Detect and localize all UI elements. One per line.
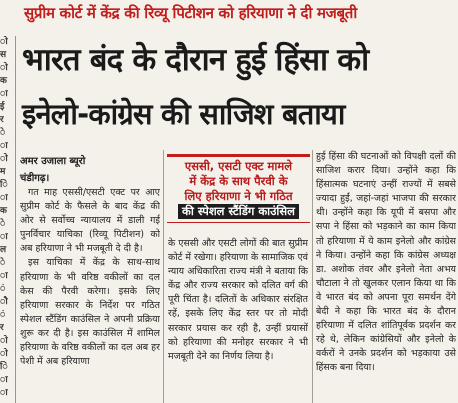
column-rule (163, 150, 164, 403)
gutter-fragment: ो (0, 154, 8, 164)
gutter-fragment: र (0, 115, 4, 125)
gutter-fragment: ं (0, 284, 6, 294)
gutter-fragment: ो (0, 336, 8, 346)
adjacent-column-fragment (0, 36, 16, 403)
gutter-fragment: र (0, 323, 4, 333)
gutter-fragment: ा (0, 232, 8, 242)
subheadline-box (167, 154, 310, 223)
gutter-fragment: क (0, 206, 7, 216)
gutter-fragment: ो (0, 37, 8, 47)
paragraph: इस याचिका में केंद्र के साथ-साथ हरियाणा के भी वरिष्ठ वकीलों का दल केस की पैरवी करेगा। इसके लिए हरियाणा सरकार के निर्देश पर गठित स्पेशल स्टैंडिंग काउंसिल ने अपनी प्रक्रिया शुरू कर दी है। इस काउंसिल में शामिल हरियाणा के वरिष्ठ वकीलों का दल अब हर पेशी में अब हरियाणा (20, 257, 160, 368)
gutter-fragment: ा (0, 141, 8, 151)
byline: अमर उजाला ब्यूरो (20, 156, 86, 167)
headline-line-1: भारत बंद के दौरान हुई हिंसा को (22, 42, 369, 78)
gutter-fragment: क (0, 76, 7, 86)
paragraph: के एससी और एसटी लोगों की बात सुप्रीम कोर्ट में रखेगा। हरियाणा के सामाजिक एवं न्याय अधिकारिता राज्य मंत्री ने बताया कि केंद्र और राज्य सरकार को दलित वर्ग की पूरी चिंता है। दलितों के अधिकार संरक्षित रहें, इसके लिए केंद्र स्तर पर तो मोदी सरकार प्रयास कर रही है, उन्हीं प्रयासों को हरियाणा की मनोहर सरकार ने भी मजबूती देने का निर्णय लिया है। (168, 238, 308, 362)
gutter-fragment: ि (0, 362, 8, 372)
gutter-fragment: े (0, 219, 6, 229)
gutter-fragment: ा (0, 271, 8, 281)
gutter-fragment: ि (0, 180, 8, 190)
gutter-fragment: ा (0, 375, 8, 385)
subheadline-line: की स्पेशल स्टैंडिंग काउंसिल (178, 204, 299, 219)
gutter-fragment: े (0, 258, 6, 268)
subheadline-line: एससी, एसटी एक्ट मामले (184, 159, 293, 173)
paragraph: गत माह एससी/एसटी एक्ट पर आए सुप्रीम कोर्ट के फैसले के बाद केंद्र की ओर से सर्वोच्च न्यायालय में डाली गई पुनर्विचार याचिका (रिव्यू पिटीशन) को अब हरियाणा ने भी मजबूती दे दी है। (20, 187, 160, 255)
headline-line-2: इनेलो-कांग्रेस की साजिश बताया (22, 97, 345, 131)
gutter-fragment: ल (0, 245, 7, 255)
column-rule (312, 150, 313, 403)
gutter-fragment: स (0, 50, 7, 60)
subheadline-line: में केंद्र के साथ पैरवी के (189, 174, 288, 188)
gutter-fragment: ा (0, 193, 8, 203)
kicker-headline: सुप्रीम कोर्ट में केंद्र की रिव्यू पिटीशन को हरियाणा ने दी मजबूती (24, 4, 357, 22)
gutter-fragment: ं (0, 310, 6, 320)
subheadline-line: लिए हरियाणा ने भी गठित (184, 189, 293, 203)
gutter-fragment: ा (0, 89, 8, 99)
gutter-fragment: ो (0, 63, 8, 73)
article-column-2 (168, 237, 308, 403)
gutter-fragment: ा (0, 388, 8, 398)
paragraph: हुई हिंसा की घटनाओं को विपक्षी दलों की साजिश करार दिया। उन्होंने कहा कि हिंसात्मक घटनाएं उन्हीं राज्यों में सबसे ज्यादा हुईं, जहां-जहां भाजपा की सरकार थी। उन्होंने कहा कि यूपी में बसपा और सपा ने हिंसा को भड़काने का काम किया तो हरियाणा में ये काम इनेलो और कांग्रेस ने किया। उन्होंने कहा कि कांग्रेस अध्यक्ष डा. अशोक तंवर और इनेलो नेता अभय चौटाला ने तो खुलकर एलान किया था कि वे भारत बंद को अपना पूरा समर्थन देंगे बेदी ने कहा कि भारत बंद के दौरान हरियाणा में दलित शांतिपूर्वक प्रदर्शन कर रहे थे, लेकिन कांग्रेसियों और इनेलो के वर्करों ने उनके प्रदर्शन को भड़काया उसे हिंसक बना दिया। (316, 151, 456, 374)
article-column-1 (20, 186, 160, 403)
dateline: चंडीगढ़। (20, 173, 50, 184)
gutter-fragment: ई (0, 102, 5, 112)
article-column-3 (316, 150, 456, 403)
gutter-fragment: ो (0, 349, 8, 359)
gutter-fragment: ौ (0, 297, 8, 307)
gutter-fragment: म (0, 167, 6, 177)
gutter-fragment: े (0, 128, 6, 138)
